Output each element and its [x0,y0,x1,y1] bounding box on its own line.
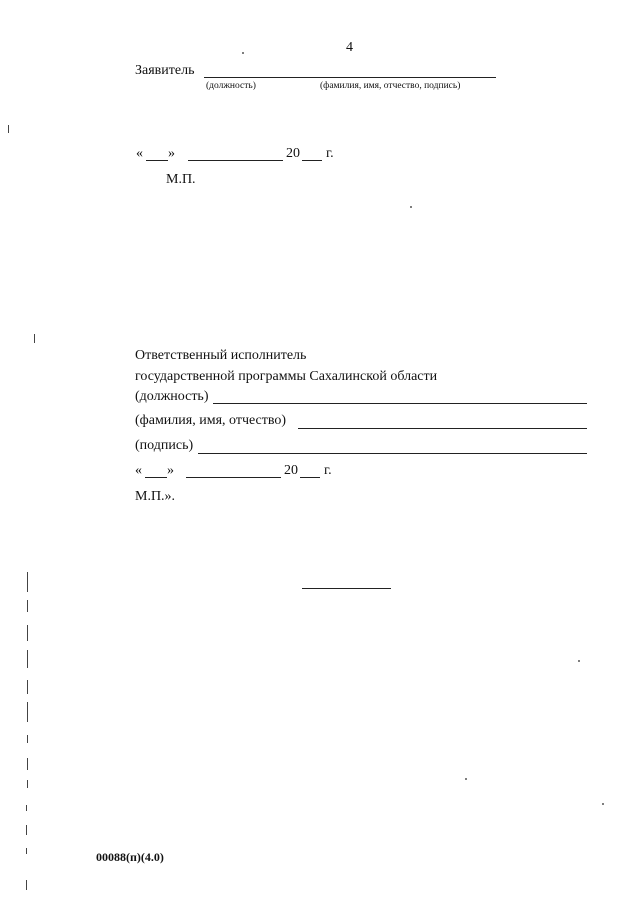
scan-artifact [26,848,27,854]
executor-stamp-mark: М.П.». [135,489,176,504]
scan-artifact [27,780,28,788]
executor-title-line1: Ответственный исполнитель [135,348,307,363]
executor-month-line [186,477,281,478]
scan-speck [602,803,604,805]
executor-signature-line [198,453,587,454]
scan-speck [465,778,467,780]
document-code: 00088(п)(4.0) [96,850,164,864]
applicant-year-line [302,160,322,161]
executor-position-line [213,403,587,404]
executor-day-line [145,477,167,478]
executor-signature-label: (подпись) [135,438,194,453]
executor-title-line2: государственной программы Сахалинской области [135,369,438,384]
scan-artifact [27,600,28,612]
executor-name-label: (фамилия, имя, отчество) [135,413,287,428]
scan-artifact [27,625,28,641]
executor-year-prefix: 20 [284,463,298,478]
executor-name-line [298,428,587,429]
scan-artifact [27,735,28,743]
executor-year-suffix: г. [324,463,332,478]
applicant-year-prefix: 20 [286,146,300,161]
scan-speck [410,206,412,208]
scan-artifact [27,650,28,668]
scan-artifact [26,880,27,890]
scan-artifact [27,702,28,722]
executor-date-open-quote: « [135,463,142,478]
scan-artifact [8,125,9,133]
applicant-day-line [146,160,168,161]
scan-artifact [27,680,28,694]
applicant-stamp-mark: М.П. [166,172,196,187]
page-number: 4 [346,40,353,55]
applicant-date-open-quote: « [136,146,143,161]
applicant-signature-line [204,77,496,78]
applicant-month-line [188,160,283,161]
scan-artifact [27,572,28,592]
applicant-label: Заявитель [135,63,195,78]
executor-year-line [300,477,320,478]
applicant-date-close-quote: » [168,146,175,161]
scan-artifact [26,805,27,811]
executor-position-label: (должность) [135,389,209,404]
executor-date-close-quote: » [167,463,174,478]
scan-artifact [34,334,35,343]
scan-artifact [26,825,27,835]
scan-speck [242,52,244,54]
applicant-hint-name: (фамилия, имя, отчество, подпись) [320,81,461,91]
applicant-hint-position: (должность) [206,81,256,91]
applicant-year-suffix: г. [326,146,334,161]
scan-speck [578,660,580,662]
closing-separator-line [302,588,391,589]
scan-artifact [27,758,28,770]
